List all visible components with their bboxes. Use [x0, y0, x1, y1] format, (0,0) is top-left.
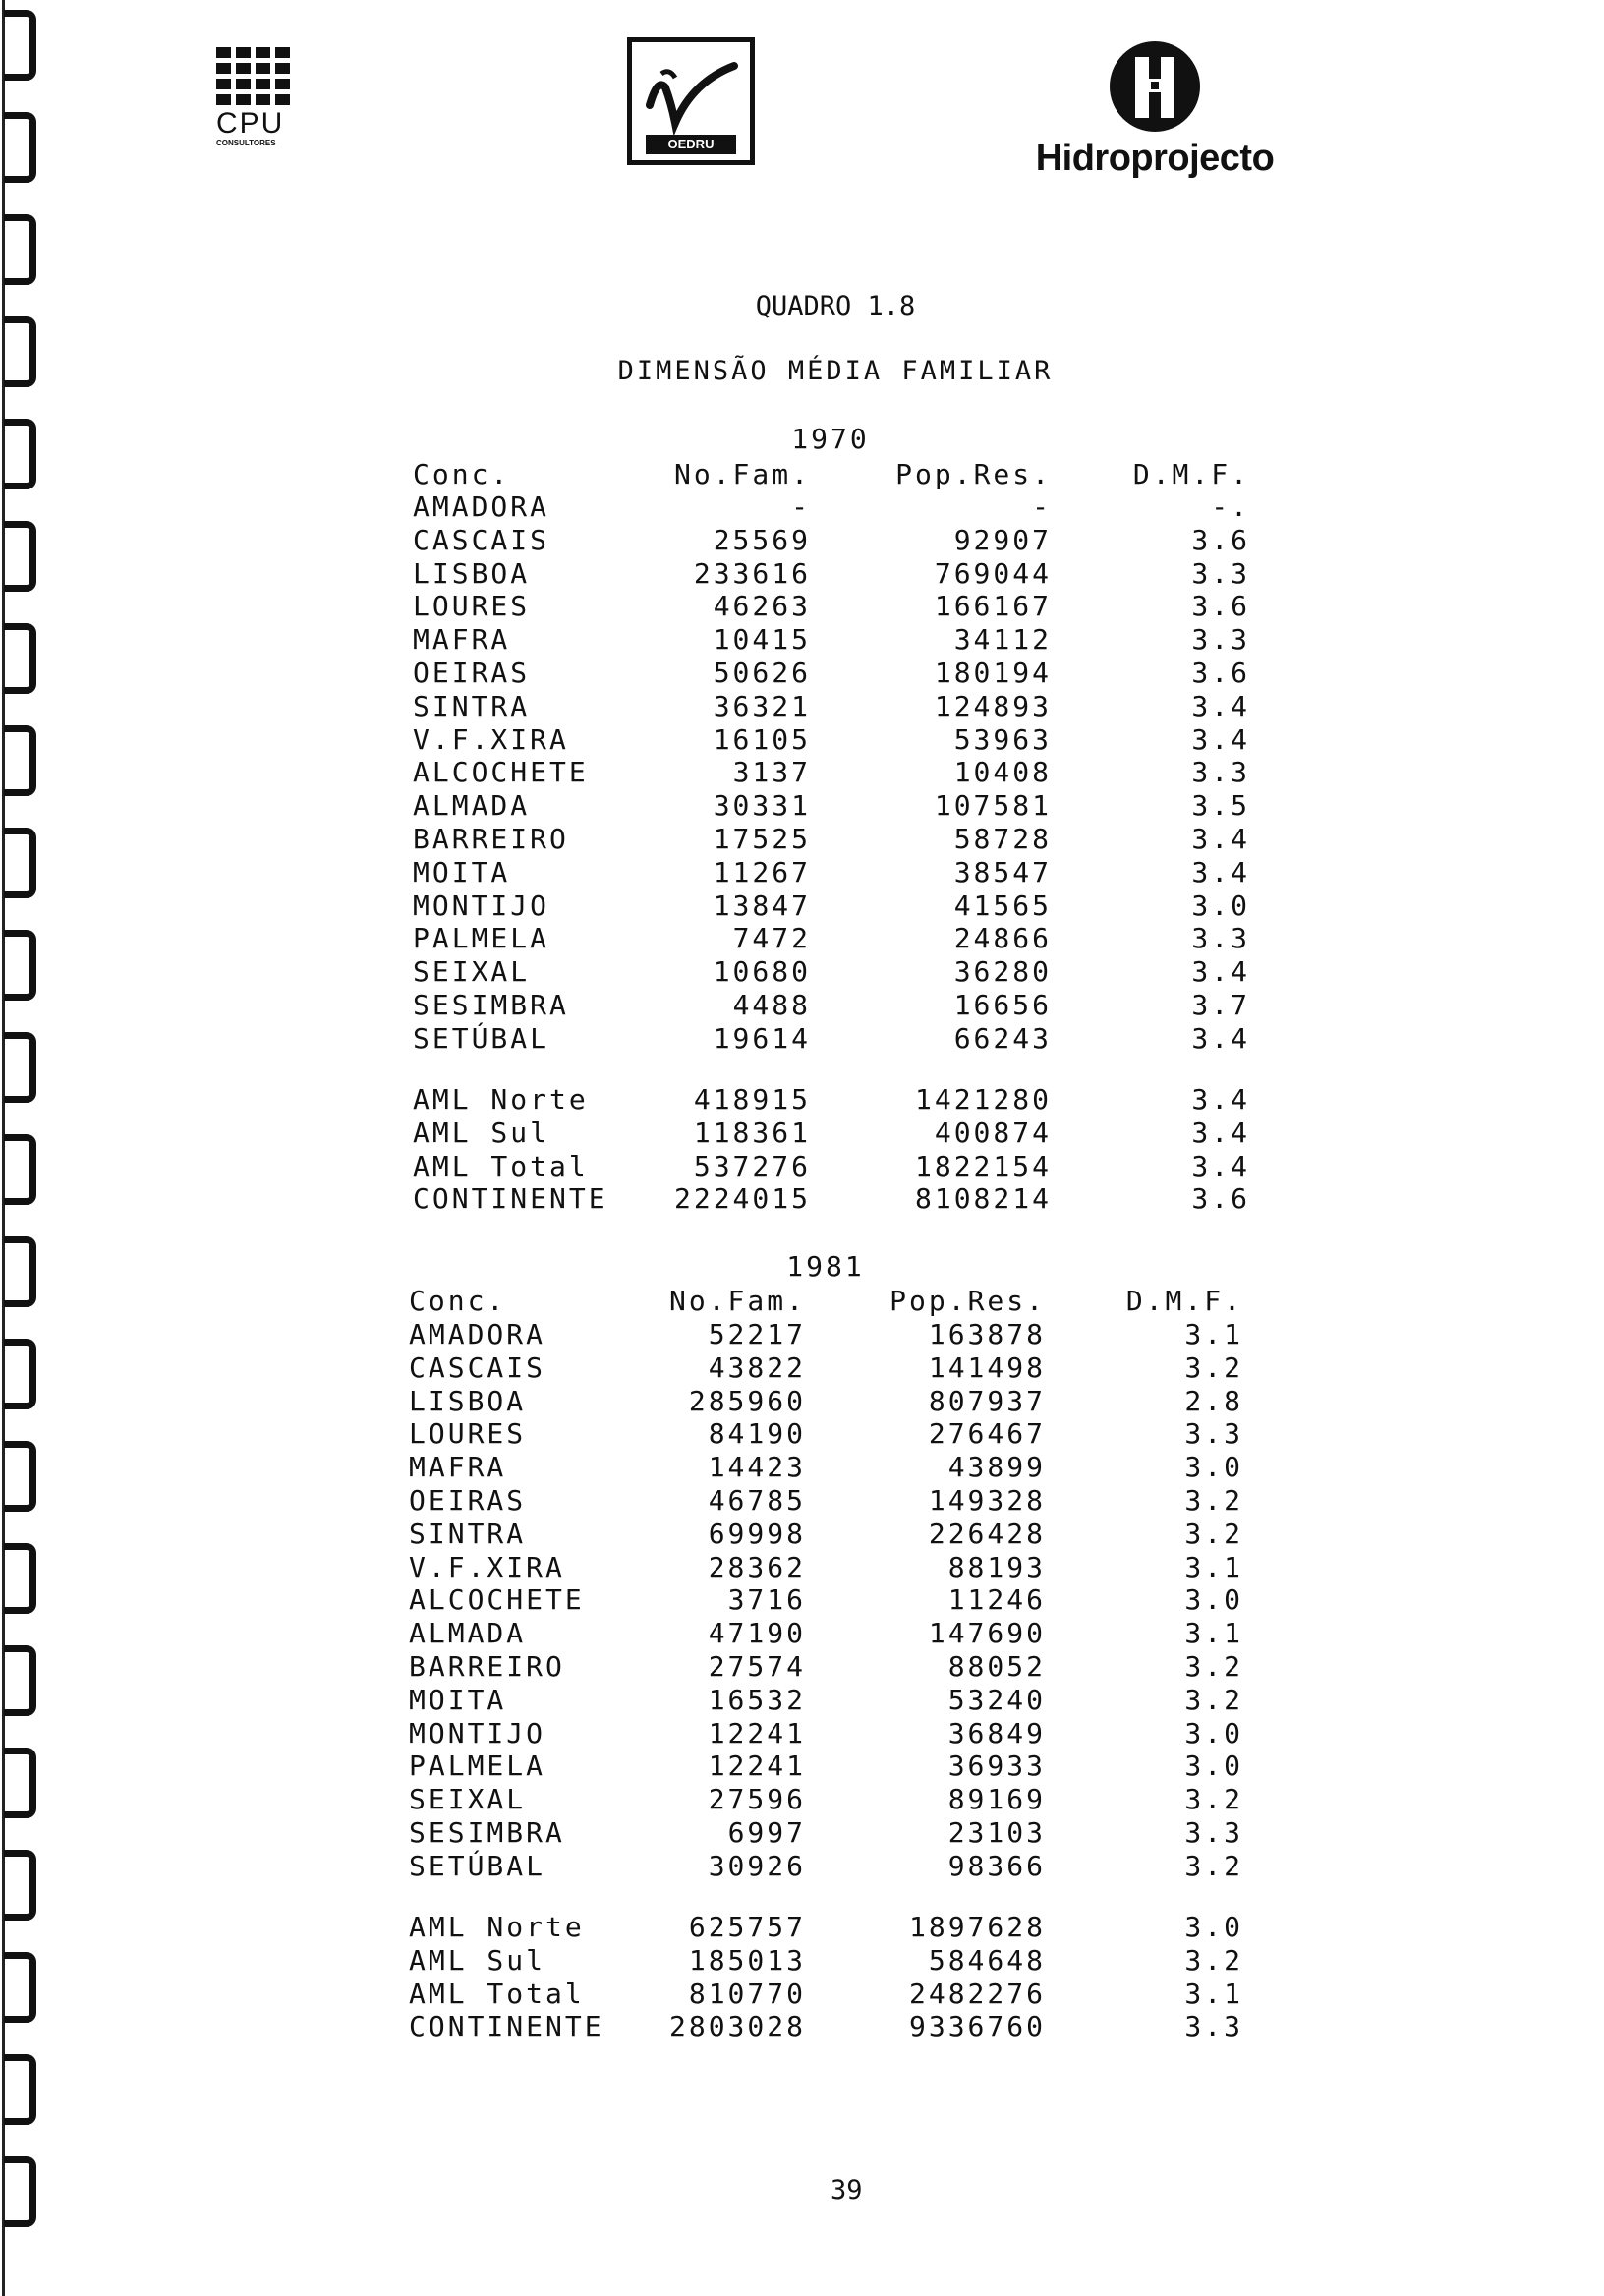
hidroprojecto-emblem-icon	[1106, 39, 1204, 138]
cell-dmf: 3.4	[1191, 856, 1250, 889]
table-year: 1981	[786, 1250, 865, 1283]
table-row	[0, 623, 1604, 656]
table-row	[0, 1617, 1604, 1649]
table-row	[0, 1750, 1604, 1782]
cell-concelho: SEIXAL	[413, 955, 531, 988]
table-row	[0, 1484, 1604, 1517]
cell-dmf: 3.0	[1184, 1911, 1243, 1943]
cell-concelho: CASCAIS	[413, 524, 550, 556]
column-header-families: No.Fam.	[668, 1285, 806, 1317]
column-header-population: Pop.Res.	[895, 458, 1052, 490]
cell-dmf: 3.0	[1191, 890, 1250, 922]
table-total-row	[0, 1944, 1604, 1977]
cell-population: 8108214	[914, 1182, 1052, 1215]
cell-population: 9336760	[908, 2010, 1046, 2042]
cell-concelho: SETÚBAL	[413, 1022, 550, 1055]
cell-population: 1822154	[914, 1150, 1052, 1182]
cell-dmf: 3.6	[1191, 1182, 1250, 1215]
cell-dmf: 3.2	[1184, 1518, 1243, 1550]
cell-concelho: OEIRAS	[409, 1484, 527, 1517]
hidroprojecto-logo	[1022, 39, 1288, 187]
cell-families: 17525	[713, 823, 811, 855]
table-row	[0, 1351, 1604, 1384]
cell-dmf: 3.3	[1184, 2010, 1243, 2042]
cell-families: 418915	[693, 1083, 811, 1116]
cell-population: 58728	[953, 823, 1052, 855]
cell-concelho: ALCOCHETE	[409, 1583, 585, 1616]
cell-dmf: 3.4	[1191, 1083, 1250, 1116]
cell-population: 43899	[947, 1451, 1046, 1483]
cell-concelho: CONTINENTE	[409, 2010, 604, 2042]
hidroprojecto-logo-text: Hidroprojecto	[1035, 138, 1275, 179]
cell-families: 46785	[708, 1484, 806, 1517]
cell-population: 16656	[953, 989, 1052, 1021]
table-total-row	[0, 1182, 1604, 1215]
cell-population: -	[1032, 490, 1052, 523]
table-row	[0, 1551, 1604, 1583]
cell-concelho: OEIRAS	[413, 657, 531, 689]
cell-population: 807937	[928, 1385, 1046, 1417]
cell-concelho: V.F.XIRA	[409, 1551, 565, 1583]
cell-concelho: MONTIJO	[409, 1717, 546, 1750]
table-total-row	[0, 1083, 1604, 1116]
cell-dmf: 3.2	[1184, 1850, 1243, 1882]
table-row	[0, 989, 1604, 1021]
table-row	[0, 1583, 1604, 1616]
cell-families: 43822	[708, 1351, 806, 1384]
cpu-logo-grid	[216, 47, 295, 105]
cell-dmf: 3.2	[1184, 1484, 1243, 1517]
cell-families: 11267	[713, 856, 811, 889]
table-row	[0, 1783, 1604, 1815]
cell-dmf: 3.4	[1191, 1150, 1250, 1182]
cell-dmf: 3.3	[1191, 623, 1250, 656]
table-total-row	[0, 1978, 1604, 2010]
table-row	[0, 1518, 1604, 1550]
cell-families: 2803028	[668, 2010, 806, 2042]
table-row	[0, 1684, 1604, 1716]
cell-concelho: SETÚBAL	[409, 1850, 546, 1882]
table-row	[0, 590, 1604, 622]
cell-dmf: 3.0	[1184, 1583, 1243, 1616]
cell-population: 166167	[934, 590, 1052, 622]
cell-dmf: 3.1	[1184, 1551, 1243, 1583]
cell-dmf: 3.4	[1191, 1117, 1250, 1149]
cell-concelho: SESIMBRA	[413, 989, 569, 1021]
table-row	[0, 890, 1604, 922]
cell-concelho: ALMADA	[413, 789, 531, 822]
cell-families: 84190	[708, 1417, 806, 1450]
cell-population: 2482276	[908, 1978, 1046, 2010]
cell-families: 3137	[732, 756, 811, 788]
column-header-name: Conc.	[413, 458, 511, 490]
cell-dmf: 3.1	[1184, 1978, 1243, 2010]
cell-population: 11246	[947, 1583, 1046, 1616]
cell-families: 19614	[713, 1022, 811, 1055]
cell-population: 41565	[953, 890, 1052, 922]
cell-dmf: 3.2	[1184, 1783, 1243, 1815]
binding-ring	[4, 2054, 36, 2125]
cell-dmf: 2.8	[1184, 1385, 1243, 1417]
cell-concelho: LISBOA	[409, 1385, 527, 1417]
cell-concelho: AML Norte	[409, 1911, 585, 1943]
cell-concelho: LOURES	[413, 590, 531, 622]
cell-families: 14423	[708, 1451, 806, 1483]
cell-families: 52217	[708, 1318, 806, 1350]
cell-dmf: 3.1	[1184, 1617, 1243, 1649]
cell-population: 584648	[928, 1944, 1046, 1977]
table-row	[0, 955, 1604, 988]
cell-families: 46263	[713, 590, 811, 622]
table-row	[0, 856, 1604, 889]
page-number: 39	[831, 2175, 863, 2206]
cell-population: 24866	[953, 922, 1052, 954]
oedru-check-icon	[632, 48, 750, 137]
cell-dmf: 3.0	[1184, 1451, 1243, 1483]
cell-population: 88052	[947, 1650, 1046, 1683]
table-row	[0, 1022, 1604, 1055]
cell-concelho: MAFRA	[409, 1451, 507, 1483]
cell-families: 233616	[693, 557, 811, 590]
cell-concelho: CONTINENTE	[413, 1182, 608, 1215]
cell-population: 98366	[947, 1850, 1046, 1882]
cell-families: 12241	[708, 1750, 806, 1782]
cell-concelho: LOURES	[409, 1417, 527, 1450]
cell-dmf: 3.2	[1184, 1944, 1243, 1977]
oedru-logo-text: OEDRU	[646, 135, 736, 154]
cell-families: 30331	[713, 789, 811, 822]
cell-population: 147690	[928, 1617, 1046, 1649]
table-total-row	[0, 1117, 1604, 1149]
cell-concelho: AMADORA	[413, 490, 550, 523]
cell-dmf: 3.3	[1184, 1816, 1243, 1849]
cell-population: 124893	[934, 690, 1052, 722]
cell-families: 16105	[713, 723, 811, 756]
cell-families: 285960	[688, 1385, 806, 1417]
cell-families: 27596	[708, 1783, 806, 1815]
quadro-number: QUADRO 1.8	[755, 291, 916, 321]
cell-concelho: AML Total	[413, 1150, 589, 1182]
cell-concelho: CASCAIS	[409, 1351, 546, 1384]
cell-dmf: 3.4	[1191, 955, 1250, 988]
cell-population: 36849	[947, 1717, 1046, 1750]
table-row	[0, 723, 1604, 756]
cell-dmf: 3.1	[1184, 1318, 1243, 1350]
cell-population: 141498	[928, 1351, 1046, 1384]
cell-concelho: AML Sul	[409, 1944, 546, 1977]
cell-concelho: AMADORA	[409, 1318, 546, 1350]
cell-concelho: ALMADA	[409, 1617, 527, 1649]
cell-population: 89169	[947, 1783, 1046, 1815]
cell-families: 118361	[693, 1117, 811, 1149]
cell-dmf: 3.7	[1191, 989, 1250, 1021]
table-total-row	[0, 1150, 1604, 1182]
cell-families: 4488	[732, 989, 811, 1021]
table-row	[0, 490, 1604, 523]
cell-dmf: 3.0	[1184, 1717, 1243, 1750]
cell-families: -	[791, 490, 811, 523]
table-row	[0, 1385, 1604, 1417]
cell-dmf: 3.3	[1191, 557, 1250, 590]
cell-concelho: SINTRA	[413, 690, 531, 722]
table-row	[0, 1417, 1604, 1450]
cell-dmf: -.	[1211, 490, 1250, 523]
cell-families: 2224015	[673, 1182, 811, 1215]
cell-families: 50626	[713, 657, 811, 689]
table-row	[0, 789, 1604, 822]
cell-families: 810770	[688, 1978, 806, 2010]
cpu-logo-text: CPU	[216, 107, 285, 140]
table-row	[0, 1816, 1604, 1849]
cell-dmf: 3.5	[1191, 789, 1250, 822]
cell-population: 66243	[953, 1022, 1052, 1055]
cell-dmf: 3.6	[1191, 590, 1250, 622]
cell-concelho: AML Sul	[413, 1117, 550, 1149]
binding-ring	[4, 214, 36, 285]
table-row	[0, 1717, 1604, 1750]
cell-population: 180194	[934, 657, 1052, 689]
cell-population: 400874	[934, 1117, 1052, 1149]
table-row	[0, 1850, 1604, 1882]
cell-concelho: MOITA	[409, 1684, 507, 1716]
table-title: DIMENSÃO MÉDIA FAMILIAR	[617, 356, 1054, 386]
cell-families: 537276	[693, 1150, 811, 1182]
cell-families: 7472	[732, 922, 811, 954]
binding-ring	[4, 10, 36, 81]
cell-dmf: 3.2	[1184, 1351, 1243, 1384]
table-row	[0, 524, 1604, 556]
cpu-logo-subtext: CONSULTORES	[216, 139, 276, 147]
cell-families: 27574	[708, 1650, 806, 1683]
cell-concelho: PALMELA	[413, 922, 550, 954]
cell-dmf: 3.6	[1191, 524, 1250, 556]
cell-families: 185013	[688, 1944, 806, 1977]
column-header-families: No.Fam.	[673, 458, 811, 490]
cell-population: 1421280	[914, 1083, 1052, 1116]
cell-families: 3716	[727, 1583, 806, 1616]
cell-population: 10408	[953, 756, 1052, 788]
cell-population: 53240	[947, 1684, 1046, 1716]
cpu-logo	[216, 47, 295, 147]
cell-dmf: 3.4	[1191, 823, 1250, 855]
cell-families: 13847	[713, 890, 811, 922]
table-row	[0, 557, 1604, 590]
cell-dmf: 3.4	[1191, 1022, 1250, 1055]
cell-population: 36933	[947, 1750, 1046, 1782]
cell-families: 47190	[708, 1617, 806, 1649]
cell-families: 12241	[708, 1717, 806, 1750]
column-header-dmf: D.M.F.	[1125, 1285, 1243, 1317]
column-header-name: Conc.	[409, 1285, 507, 1317]
table-row	[0, 922, 1604, 954]
cell-population: 163878	[928, 1318, 1046, 1350]
cell-concelho: SINTRA	[409, 1518, 527, 1550]
cell-concelho: AML Norte	[413, 1083, 589, 1116]
cell-population: 107581	[934, 789, 1052, 822]
oedru-logo	[627, 37, 755, 165]
cell-concelho: BARREIRO	[413, 823, 569, 855]
cell-families: 30926	[708, 1850, 806, 1882]
cell-families: 69998	[708, 1518, 806, 1550]
cell-families: 36321	[713, 690, 811, 722]
cell-population: 53963	[953, 723, 1052, 756]
table-row	[0, 657, 1604, 689]
table-row	[0, 823, 1604, 855]
cell-concelho: BARREIRO	[409, 1650, 565, 1683]
cell-families: 25569	[713, 524, 811, 556]
cell-population: 88193	[947, 1551, 1046, 1583]
table-header-row	[0, 1285, 1604, 1317]
column-header-population: Pop.Res.	[889, 1285, 1046, 1317]
binding-ring	[4, 112, 36, 183]
cell-families: 6997	[727, 1816, 806, 1849]
cell-families: 10415	[713, 623, 811, 656]
cell-dmf: 3.6	[1191, 657, 1250, 689]
cell-population: 1897628	[908, 1911, 1046, 1943]
cell-families: 16532	[708, 1684, 806, 1716]
cell-dmf: 3.4	[1191, 723, 1250, 756]
table-total-row	[0, 1911, 1604, 1943]
cell-concelho: V.F.XIRA	[413, 723, 569, 756]
table-row	[0, 756, 1604, 788]
table-header-row	[0, 458, 1604, 490]
cell-population: 23103	[947, 1816, 1046, 1849]
cell-population: 769044	[934, 557, 1052, 590]
cell-concelho: PALMELA	[409, 1750, 546, 1782]
column-header-dmf: D.M.F.	[1132, 458, 1250, 490]
cell-concelho: AML Total	[409, 1978, 585, 2010]
cell-population: 149328	[928, 1484, 1046, 1517]
cell-dmf: 3.4	[1191, 690, 1250, 722]
cell-concelho: SESIMBRA	[409, 1816, 565, 1849]
cell-population: 226428	[928, 1518, 1046, 1550]
cell-population: 36280	[953, 955, 1052, 988]
cell-concelho: SEIXAL	[409, 1783, 527, 1815]
cell-population: 34112	[953, 623, 1052, 656]
cell-concelho: MAFRA	[413, 623, 511, 656]
cell-concelho: LISBOA	[413, 557, 531, 590]
cell-dmf: 3.3	[1191, 922, 1250, 954]
cell-concelho: ALCOCHETE	[413, 756, 589, 788]
table-row	[0, 1318, 1604, 1350]
cell-families: 28362	[708, 1551, 806, 1583]
binding-ring	[4, 2156, 36, 2227]
cell-families: 625757	[688, 1911, 806, 1943]
table-row	[0, 690, 1604, 722]
cell-population: 38547	[953, 856, 1052, 889]
cell-dmf: 3.2	[1184, 1650, 1243, 1683]
cell-concelho: MOITA	[413, 856, 511, 889]
cell-dmf: 3.2	[1184, 1684, 1243, 1716]
cell-dmf: 3.3	[1191, 756, 1250, 788]
cell-families: 10680	[713, 955, 811, 988]
table-total-row	[0, 2010, 1604, 2042]
cell-population: 92907	[953, 524, 1052, 556]
cell-concelho: MONTIJO	[413, 890, 550, 922]
cell-dmf: 3.0	[1184, 1750, 1243, 1782]
table-row	[0, 1650, 1604, 1683]
cell-dmf: 3.3	[1184, 1417, 1243, 1450]
table-row	[0, 1451, 1604, 1483]
cell-population: 276467	[928, 1417, 1046, 1450]
table-year: 1970	[791, 423, 870, 455]
